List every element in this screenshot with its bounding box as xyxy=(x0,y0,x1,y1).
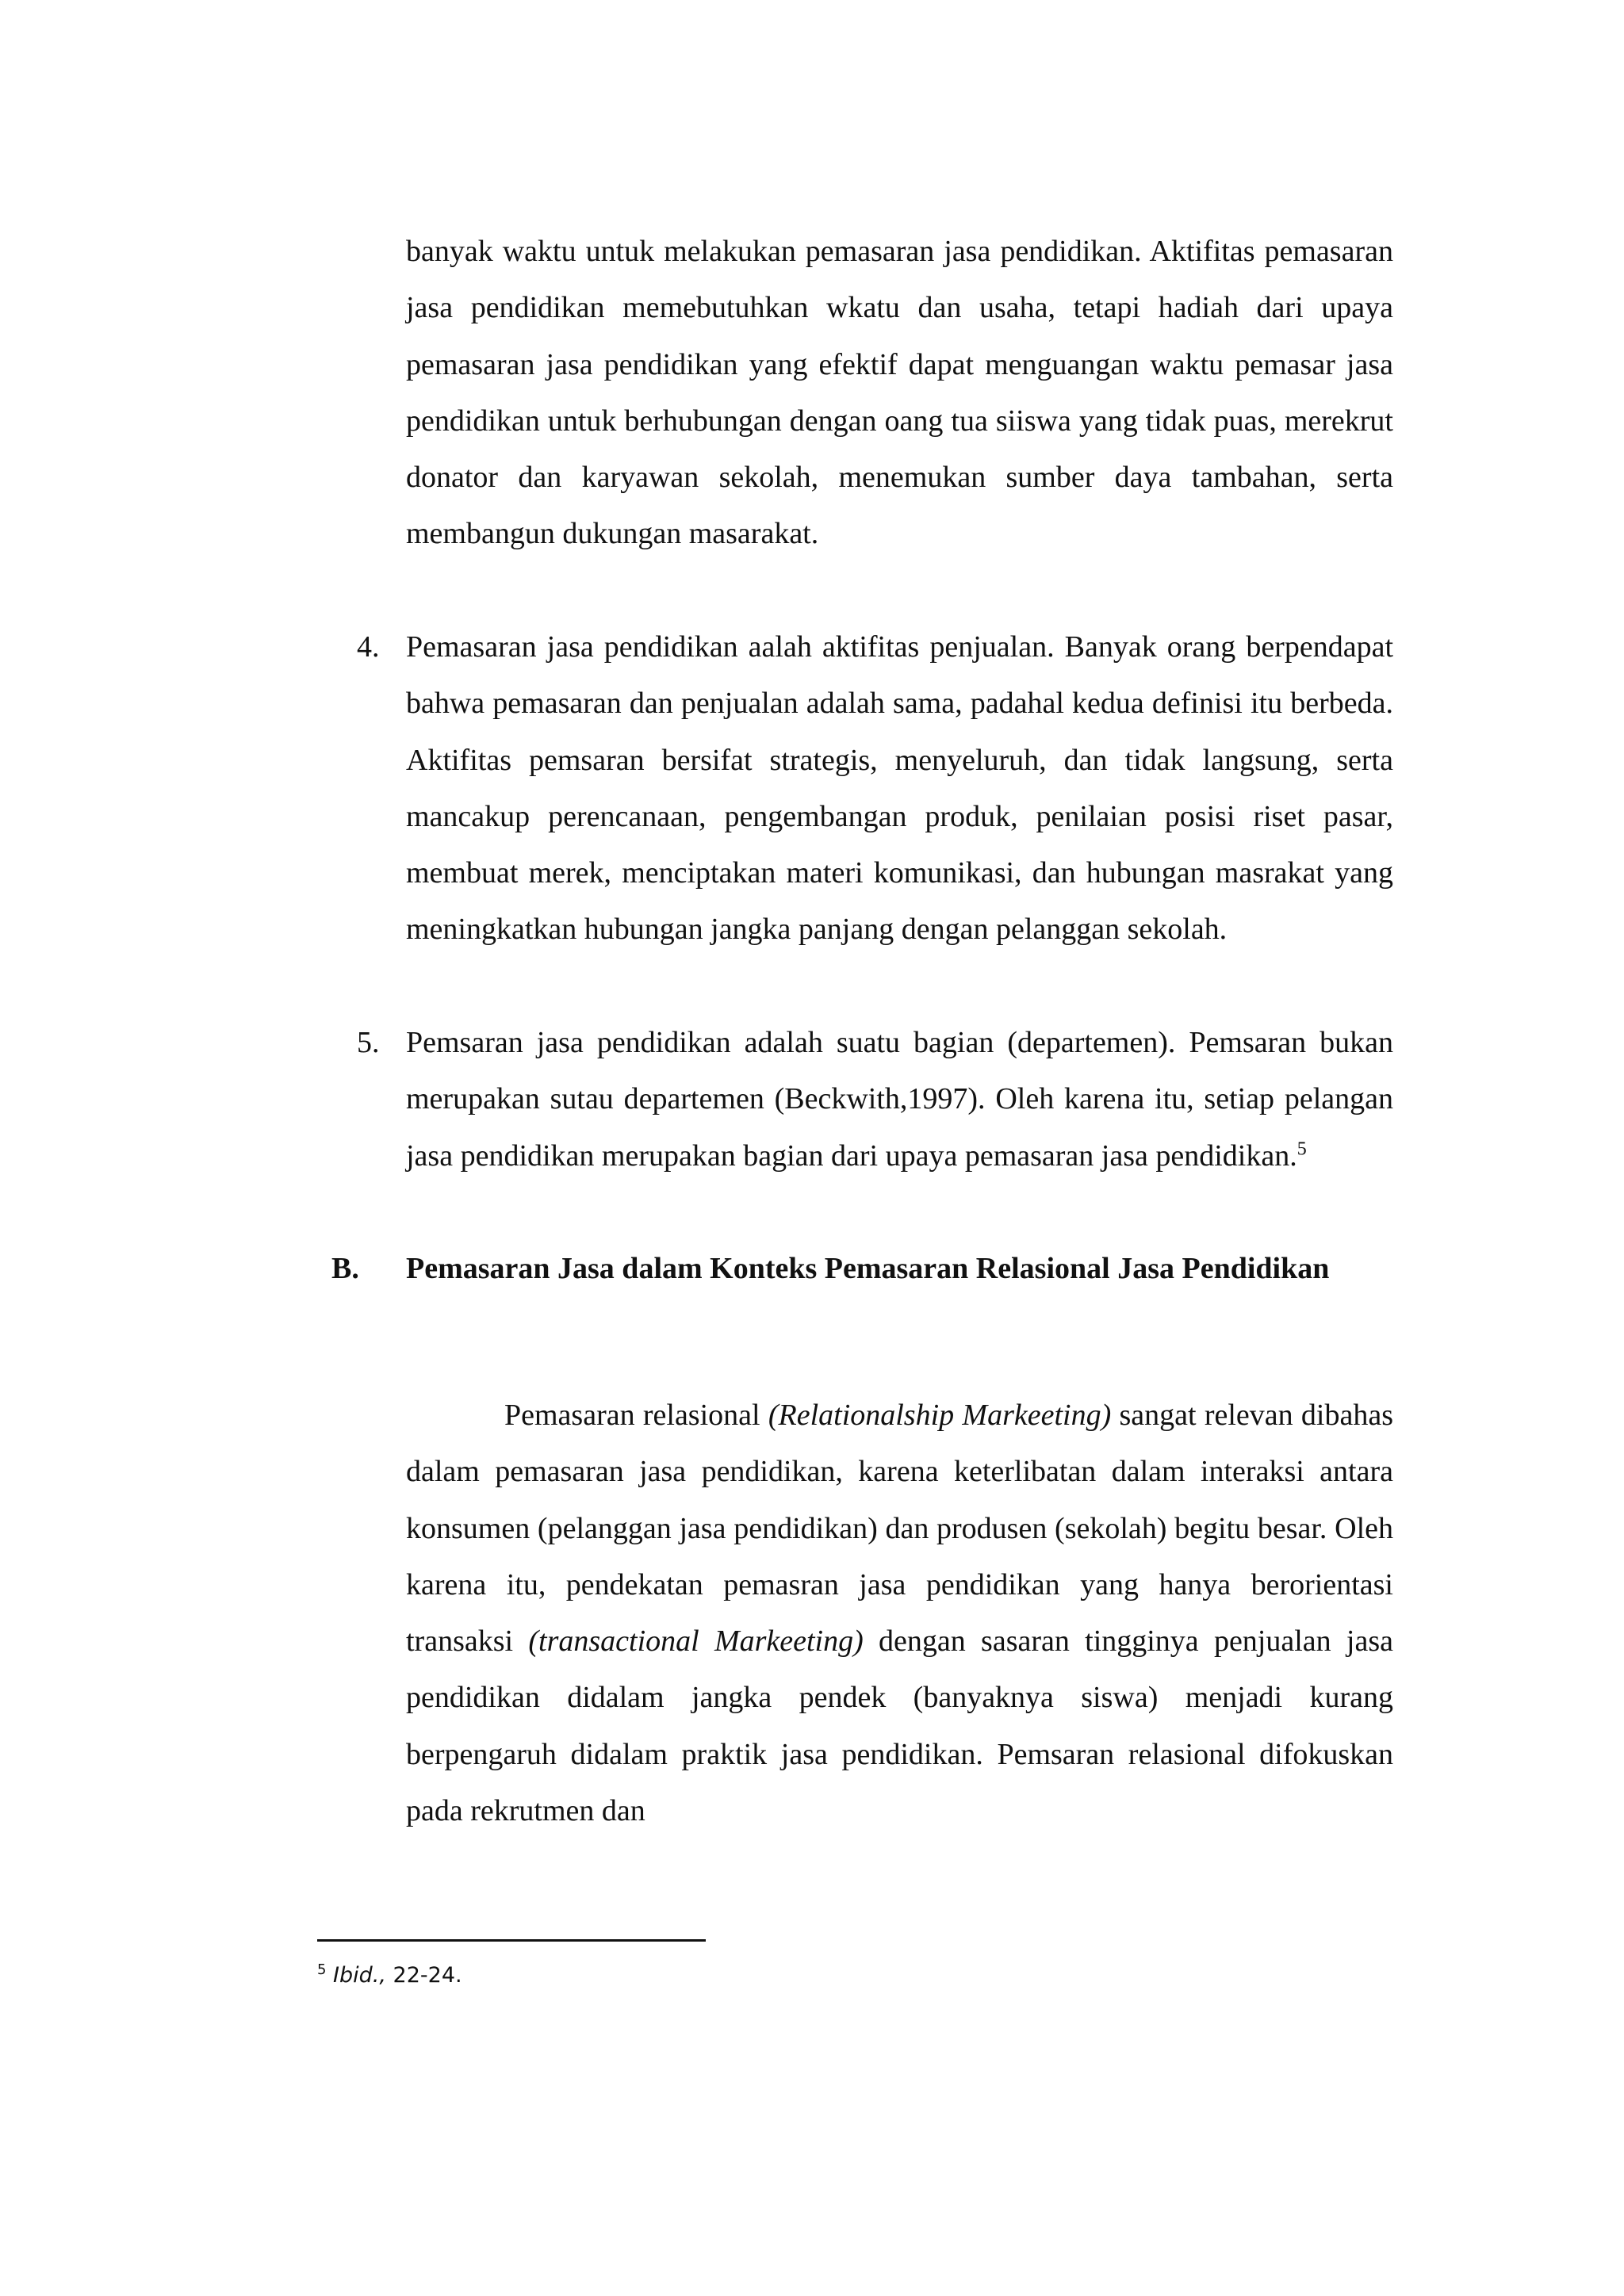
list-number: 4. xyxy=(357,630,380,664)
list-number: 5. xyxy=(357,1026,380,1059)
section-paragraph xyxy=(406,1387,1393,1839)
continued-paragraph xyxy=(406,224,1393,563)
list-item-4 xyxy=(357,619,1393,959)
footnote-reference[interactable]: 5 xyxy=(1297,1138,1307,1159)
footnote-separator xyxy=(317,1939,706,1942)
italic-term: (transactional Markeeting) xyxy=(528,1624,864,1659)
paragraph-text: banyak waktu untuk melakukan pemasaran jasa pendidikan. Aktifitas pemasaran jasa pendidikan memebutuhkan wkatu dan usaha, tetapi hadiah dari upaya pemasaran jasa pendidikan yang efektif dapat menguangan waktu pemasar jasa pendidikan untuk berhubungan dengan oang tua siiswa yang tidak puas, merekrut donator dan karyawan sekolah, menemukan sumber daya tambahan, serta membangun dukungan masarakat. xyxy=(406,235,1393,551)
list-item-text: Pemasaran jasa pendidikan aalah aktifitas penjualan. Banyak orang berpendapat bahwa pemasaran dan penjualan adalah sama, padahal kedua definisi itu berbeda. Aktifitas pemsaran bersifat strategis, menyeluruh, dan tidak langsung, serta mancakup perencanaan, pengembangan produk, penilaian posisi riset pasar, membuat merek, menciptakan materi komunikasi, dan hubungan masrakat yang meningkatkan hubungan jangka panjang dengan pelanggan sekolah. xyxy=(406,630,1393,947)
text-run: sangat relevan dibahas dalam pemasaran jasa pendidikan, karena keterlibatan dalam interaksi antara konsumen (pelanggan jasa pendidikan) dan produsen (sekolah) begitu besar. Oleh karena itu, pendekatan pemasran jasa pendidikan yang hanya berorientasi transaksi xyxy=(406,1399,1393,1659)
section-paragraph-text xyxy=(406,1387,1393,1839)
list-item-5 xyxy=(357,1015,1393,1184)
footnote xyxy=(317,1960,462,1992)
footnote-italic: Ibid., xyxy=(333,1963,386,1988)
list-item-text-body: Pemsaran jasa pendidikan adalah suatu bagian (departemen). Pemsaran bukan merupakan sutau departemen (Beckwith,1997). Oleh karena itu, setiap pelangan jasa pendidikan merupakan bagian dari upaya pemasaran jasa pendidikan. xyxy=(406,1026,1393,1173)
list-item-text xyxy=(406,1015,1393,1184)
text-run: dengan sasaran tingginya penjualan jasa pendidikan didalam jangka pendek (banyaknya siswa) menjadi kurang berpengaruh didalam praktik jasa pendidikan. Pemsaran relasional difokuskan pada rekrutmen dan xyxy=(406,1624,1393,1828)
section-marker: B. xyxy=(331,1252,359,1285)
section-heading: Pemasaran Jasa dalam Konteks Pemasaran Relasional Jasa Pendidikan xyxy=(406,1252,1330,1285)
footnote-number: 5 xyxy=(317,1961,327,1978)
text-run: Pemasaran relasional xyxy=(504,1399,768,1432)
italic-term: (Relationalship Markeeting) xyxy=(768,1399,1112,1432)
footnote-text: 22-24. xyxy=(385,1963,462,1988)
